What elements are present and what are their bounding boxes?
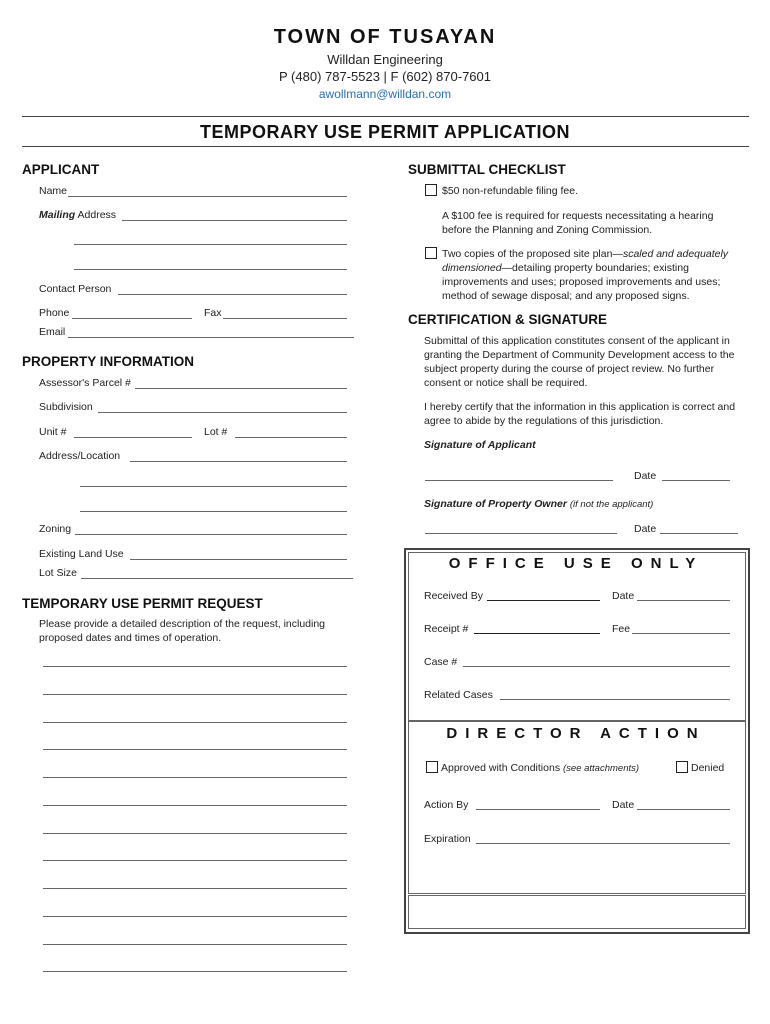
applicant-signature-label: Signature of Applicant xyxy=(424,439,536,451)
lot-field[interactable] xyxy=(235,437,347,438)
case-field[interactable] xyxy=(463,666,730,667)
received-date-label: Date xyxy=(612,590,635,602)
town-title: TOWN OF TUSAYAN xyxy=(273,26,497,48)
related-cases-label: Related Cases xyxy=(424,689,493,701)
approved-label: Approved with Conditions (see attachments) xyxy=(441,762,640,774)
receipt-label: Receipt # xyxy=(424,623,469,635)
owner-date-label: Date xyxy=(634,523,657,535)
request-line-7[interactable] xyxy=(43,833,347,834)
notes-box[interactable] xyxy=(408,895,746,929)
unit-label: Unit # xyxy=(39,426,67,438)
site-plan-item: Two copies of the proposed site plan—scaled and adequately dimensioned—detailing property boundaries; existing improvements and uses; proposed improvements and uses; method of sewage disposal; and any proposed signs. xyxy=(442,248,729,302)
phone-fax: P (480) 787-5523 | F (602) 870-7601 xyxy=(279,69,491,84)
certification-para-2: I hereby certify that the information in this application is correct and agree to abide by the regulations of this jurisdiction. xyxy=(424,401,736,427)
mailing-address-field-3[interactable] xyxy=(74,269,347,270)
certification-para-1: Submittal of this application constitutes consent of the applicant in granting the Department of Community Development access to the subject property during the course of project review. No further consent or notice shall be required. xyxy=(424,335,735,389)
request-line-1[interactable] xyxy=(43,666,347,667)
fax-label: Fax xyxy=(204,307,222,319)
applicant-date-label: Date xyxy=(634,470,657,482)
checklist-heading: SUBMITTAL CHECKLIST xyxy=(408,162,566,177)
name-field[interactable] xyxy=(68,196,347,197)
expiration-label: Expiration xyxy=(424,833,471,845)
applicant-date-field[interactable] xyxy=(662,480,730,481)
zoning-label: Zoning xyxy=(39,523,72,535)
title-rule-top xyxy=(22,116,749,117)
action-date-label: Date xyxy=(612,799,635,811)
land-use-label: Existing Land Use xyxy=(39,548,124,560)
request-line-9[interactable] xyxy=(43,888,347,889)
title-rule-bottom xyxy=(22,146,749,147)
land-use-field[interactable] xyxy=(130,559,347,560)
firm-name: Willdan Engineering xyxy=(327,52,443,67)
name-label: Name xyxy=(39,185,68,197)
phone-field[interactable] xyxy=(72,318,192,319)
fee-checkbox[interactable] xyxy=(425,184,437,196)
lot-size-label: Lot Size xyxy=(39,567,77,579)
case-label: Case # xyxy=(424,656,458,668)
contact-email[interactable]: awollmann@willdan.com xyxy=(318,87,452,101)
contact-person-label: Contact Person xyxy=(39,283,112,295)
address-field-2[interactable] xyxy=(80,486,347,487)
request-line-10[interactable] xyxy=(43,916,347,917)
parcel-label: Assessor's Parcel # xyxy=(39,377,131,389)
fee-field[interactable] xyxy=(632,633,730,634)
expiration-field[interactable] xyxy=(476,843,730,844)
address-field-1[interactable] xyxy=(130,461,347,462)
applicant-heading: APPLICANT xyxy=(22,162,100,177)
denied-checkbox[interactable] xyxy=(676,761,688,773)
received-by-field[interactable] xyxy=(487,600,600,601)
contact-person-field[interactable] xyxy=(118,294,347,295)
fee-item: $50 non-refundable filing fee. xyxy=(442,185,579,197)
mailing-address-label: Mailing Address xyxy=(39,209,117,221)
parcel-field[interactable] xyxy=(135,388,347,389)
request-heading: TEMPORARY USE PERMIT REQUEST xyxy=(22,596,263,611)
form-title: TEMPORARY USE PERMIT APPLICATION xyxy=(199,122,571,142)
receipt-field[interactable] xyxy=(474,633,600,634)
site-plan-checkbox[interactable] xyxy=(425,247,437,259)
approved-checkbox[interactable] xyxy=(426,761,438,773)
email-field[interactable] xyxy=(68,337,354,338)
owner-signature-label: Signature of Property Owner (if not the applicant) xyxy=(424,498,654,510)
request-line-5[interactable] xyxy=(43,777,347,778)
owner-signature-field[interactable] xyxy=(425,533,617,534)
certification-heading: CERTIFICATION & SIGNATURE xyxy=(408,312,607,327)
received-by-label: Received By xyxy=(424,590,483,602)
zoning-field[interactable] xyxy=(75,534,347,535)
lot-size-field[interactable] xyxy=(81,578,353,579)
unit-field[interactable] xyxy=(74,437,192,438)
action-by-label: Action By xyxy=(424,799,469,811)
applicant-signature-field[interactable] xyxy=(425,480,613,481)
request-line-2[interactable] xyxy=(43,694,347,695)
action-by-field[interactable] xyxy=(476,809,600,810)
action-date-field[interactable] xyxy=(637,809,730,810)
request-line-8[interactable] xyxy=(43,860,347,861)
request-line-4[interactable] xyxy=(43,749,347,750)
email-label: Email xyxy=(39,326,66,338)
request-line-12[interactable] xyxy=(43,971,347,972)
subdivision-label: Subdivision xyxy=(39,401,93,413)
phone-label: Phone xyxy=(39,307,70,319)
owner-date-field[interactable] xyxy=(660,533,738,534)
received-date-field[interactable] xyxy=(637,600,730,601)
request-line-3[interactable] xyxy=(43,722,347,723)
property-heading: PROPERTY INFORMATION xyxy=(22,354,195,369)
subdivision-field[interactable] xyxy=(98,412,347,413)
denied-label: Denied xyxy=(691,762,725,774)
director-action-heading: DIRECTOR ACTION xyxy=(446,725,706,742)
fax-field[interactable] xyxy=(223,318,347,319)
request-line-11[interactable] xyxy=(43,944,347,945)
office-use-heading: OFFICE USE ONLY xyxy=(448,555,704,572)
lot-label: Lot # xyxy=(204,426,228,438)
fee-label: Fee xyxy=(612,623,631,635)
request-description: Please provide a detailed description of the request, including proposed dates and times of operation. xyxy=(39,618,326,644)
request-line-6[interactable] xyxy=(43,805,347,806)
address-label: Address/Location xyxy=(39,450,121,462)
mailing-address-field-2[interactable] xyxy=(74,244,347,245)
mailing-address-field-1[interactable] xyxy=(122,220,347,221)
fee-note: A $100 fee is required for requests necessitating a hearing before the Planning and Zoning Commission. xyxy=(442,210,714,236)
related-cases-field[interactable] xyxy=(500,699,730,700)
address-field-3[interactable] xyxy=(80,511,347,512)
